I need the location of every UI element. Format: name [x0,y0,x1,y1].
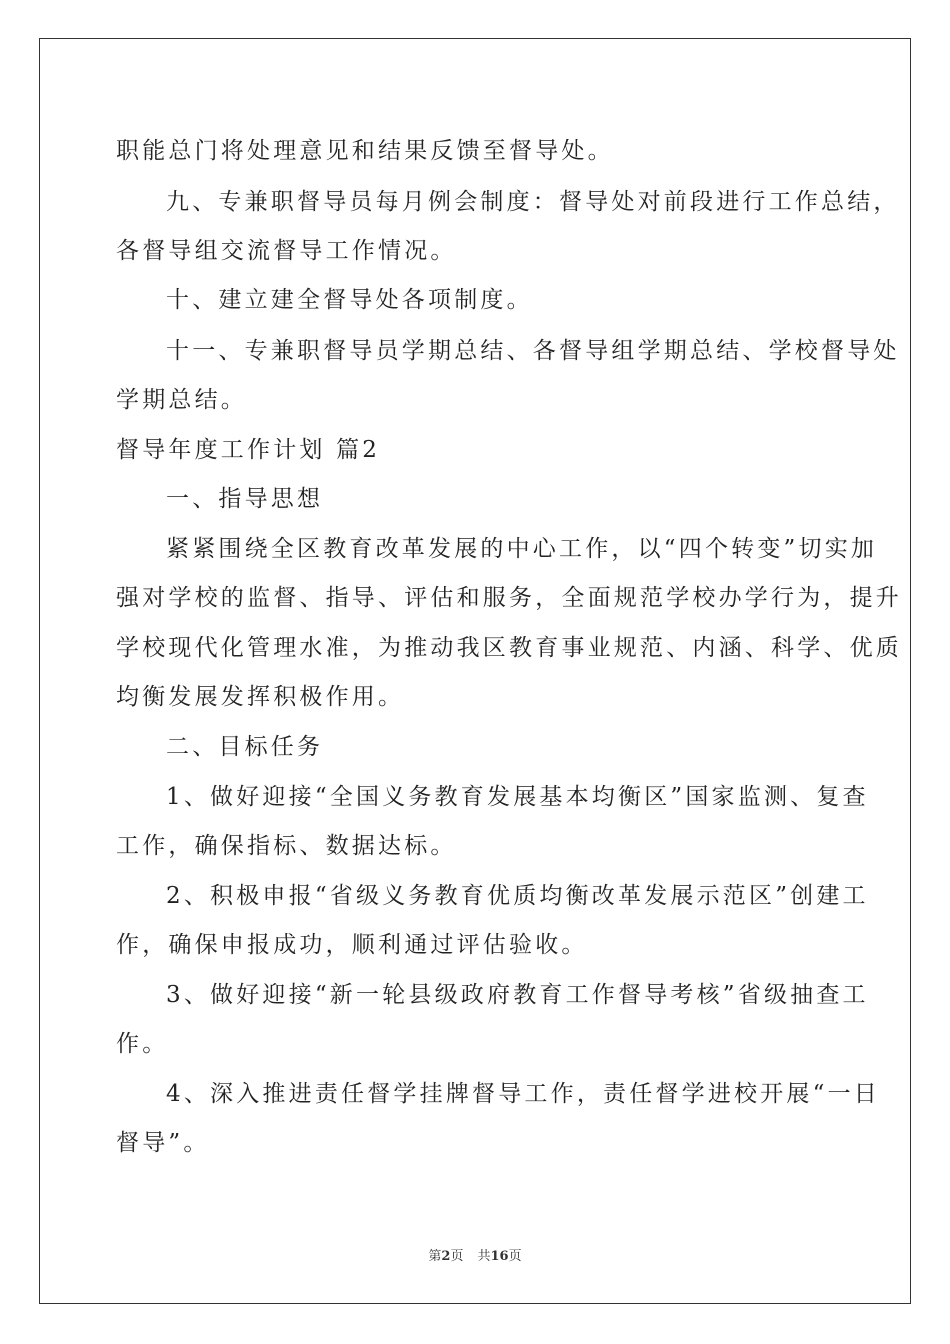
paragraph-line: 1、做好迎接“全国义务教育发展基本均衡区”国家监测、复查 [166,784,869,810]
paragraph-line: 紧紧围绕全区教育改革发展的中心工作，以“四个转变”切实加 [166,536,878,562]
paragraph-line: 职能总门将处理意见和结果反馈至督导处。 [116,138,614,164]
paragraph-line: 学校现代化管理水准，为推动我区教育事业规范、内涵、科学、优质 [116,635,902,661]
page-prefix: 第 [428,1249,442,1264]
paragraph-line: 强对学校的监督、指导、评估和服务，全面规范学校办学行为，提升 [116,585,902,611]
paragraph-line: 十一、专兼职督导员学期总结、各督导组学期总结、学校督导处 [166,338,900,364]
paragraph-line: 学期总结。 [116,387,247,413]
page-suffix: 页 [450,1249,464,1264]
page-footer [0,1249,950,1265]
total-prefix: 共 [477,1249,491,1264]
paragraph-line: 督导”。 [116,1130,210,1156]
total-pages: 16 [490,1249,509,1264]
paragraph-line: 二、目标任务 [166,734,324,760]
paragraph-line: 十、建立建全督导处各项制度。 [166,287,533,313]
paragraph-line: 4、深入推进责任督学挂牌督导工作，责任督学进校开展“一日 [166,1081,880,1107]
paragraph-line: 作，确保申报成功，顺利通过评估验收。 [116,932,588,958]
paragraph-line: 一、指导思想 [166,486,324,512]
page-border [39,38,911,1304]
total-suffix: 页 [508,1249,522,1264]
page-number: 2 [441,1249,451,1264]
paragraph-line: 工作，确保指标、数据达标。 [116,833,457,859]
paragraph-line: 均衡发展发挥积极作用。 [116,684,405,710]
paragraph-line: 作。 [116,1031,169,1057]
paragraph-line: 2、积极申报“省级义务教育优质均衡改革发展示范区”创建工 [166,883,869,909]
paragraph-line: 各督导组交流督导工作情况。 [116,238,457,264]
paragraph-line: 九、专兼职督导员每月例会制度：督导处对前段进行工作总结， [166,189,900,215]
section-heading: 督导年度工作计划 篇2 [116,437,381,463]
paragraph-line: 3、做好迎接“新一轮县级政府教育工作督导考核”省级抽查工 [166,982,869,1008]
